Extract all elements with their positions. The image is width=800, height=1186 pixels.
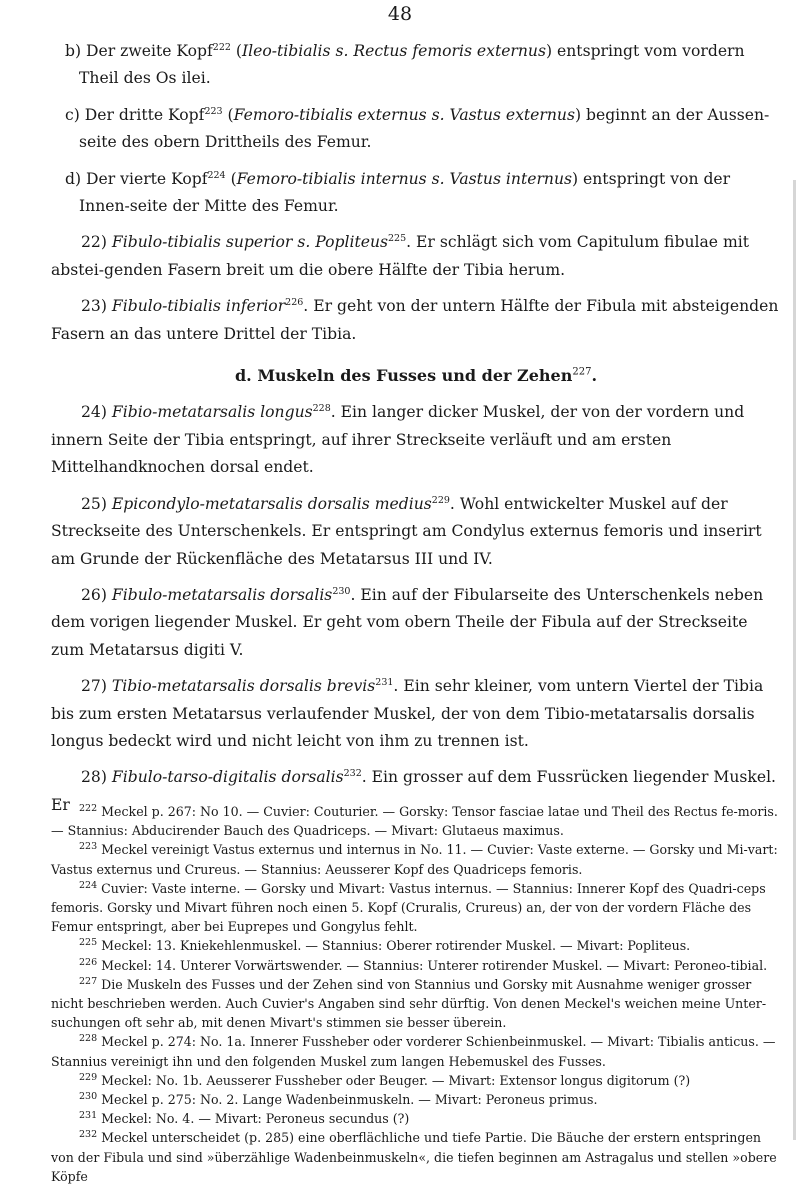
- footnote: $^{224}$ Cuvier: Vaste interne. — Gorsky und Mivart: Vastus internus. — Stannius: Innerer Kopf des Quadri-ceps femoris. Gorsky und Mivart führen noch einen 5. Kopf (Cruralis, Crureus) an, der von der vordern Fläche des Femur entspringt, aber bei Euprepes und Gongylus fehlt.: [51, 879, 766, 935]
- main-text: [51, 38, 781, 828]
- footnote: $^{228}$ Meckel p. 274: No. 1a. Innerer Fussheber oder vorderer Schienbeinmuskel. — Mivart: Tibialis anticus. — Stannius vereinigt ihn und den folgenden Muskel zum langen Hebemuskel des Fusses.: [51, 1033, 776, 1069]
- footnote: $^{230}$ Meckel p. 275: No. 2. Lange Wadenbeinmuskeln. — Mivart: Peroneus primus.: [79, 1090, 598, 1108]
- footnote: $^{226}$ Meckel: 14. Unterer Vorwärtswender. — Stannius: Unterer rotirender Muskel. — Mivart: Peroneo-tibial.: [79, 956, 768, 973]
- muscle-24: 24) Fibio-metatarsalis longus$^{228}$. Ein langer dicker Muskel, der von der vordern und innern Seite der Tibia entspringt, auf ihrer Streckseite verläuft und am ersten Mittelhandknochen dorsal endet.: [51, 403, 745, 477]
- footnote: $^{229}$ Meckel: No. 1b. Aeusserer Fussheber oder Beuger. — Mivart: Extensor longus digitorum (?): [79, 1071, 691, 1088]
- item-c: c) Der dritte Kopf$^{223}$ (Femoro-tibialis externus s. Vastus externus) beginnt an der Aussen-seite des obern Drittheils des Femur.: [65, 105, 770, 152]
- footnote: $^{232}$ Meckel unterscheidet (p. 285) eine oberflächliche und tiefe Partie. Die Bäuche der erstern entspringen von der Fibula und sind »überzählige Wadenbeinmuskeln«, die tiefen beginnen am Astragalus und stellen »obere Köpfe: [51, 1129, 777, 1184]
- muscle-27: 27) Tibio-metatarsalis dorsalis brevis$^{231}$. Ein sehr kleiner, vom untern Viertel der Tibia bis zum ersten Metatarsus verlaufender Muskel, der von dem Tibio-metatarsalis dorsalis longus bedeckt wird und nicht leicht von ihm zu trennen ist.: [51, 676, 764, 750]
- muscle-25: 25) Epicondylo-metatarsalis dorsalis medius$^{229}$. Wohl entwickelter Muskel auf der Streckseite des Unterschenkels. Er entspringt am Condylus externus femoris und inserirt am Grunde der Rückenfläche des Metatarsus III und IV.: [51, 494, 762, 568]
- footnote: $^{231}$ Meckel: No. 4. — Mivart: Peroneus secundus (?): [79, 1110, 410, 1127]
- footnotes: [51, 802, 781, 1186]
- muscle-23: 23) Fibulo-tibialis inferior$^{226}$. Er geht von der untern Hälfte der Fibula mit absteigenden Fasern an das untere Drittel der Tibia.: [51, 297, 779, 343]
- item-d: d) Der vierte Kopf$^{224}$ (Femoro-tibialis internus s. Vastus internus) entspringt von der Innen-seite der Mitte des Femur.: [65, 169, 731, 216]
- page-number: 48: [387, 3, 413, 25]
- page-edge-shadow: [793, 180, 796, 1140]
- footnote: $^{227}$ Die Muskeln des Fusses und der Zehen sind von Stannius und Gorsky mit Ausnahme weniger grosser nicht beschrieben werden. Auch Cuvier's Angaben sind sehr dürftig. Von denen Meckel's weichen meine Unter-suchungen oft sehr ab, mit denen Mivart's stimmen sie besser überein.: [51, 975, 767, 1031]
- section-heading: d. Muskeln des Fusses und der Zehen$^{227}$.: [234, 366, 598, 386]
- footnote: $^{223}$ Meckel vereinigt Vastus externus und internus in No. 11. — Cuvier: Vaste externe. — Gorsky und Mi-vart: Vastus externus und Crureus. — Stannius: Aeusserer Kopf des Quadriceps femoris.: [51, 841, 778, 877]
- muscle-22: 22) Fibulo-tibialis superior s. Popliteus$^{225}$. Er schlägt sich vom Capitulum fibulae mit abstei-genden Fasern breit um die obere Hälfte der Tibia herum.: [51, 233, 749, 279]
- footnote: $^{225}$ Meckel: 13. Kniekehlenmuskel. — Stannius: Oberer rotirender Muskel. — Mivart: Popliteus.: [79, 937, 691, 954]
- item-b: b) Der zweite Kopf$^{222}$ (Ileo-tibialis s. Rectus femoris externus) entspringt vom vordern Theil des Os ilei.: [65, 41, 745, 88]
- muscle-28: 28) Fibulo-tarso-digitalis dorsalis$^{232}$. Ein grosser auf dem Fussrücken liegender Muskel. Er: [51, 768, 777, 814]
- muscle-26: 26) Fibulo-metatarsalis dorsalis$^{230}$. Ein auf der Fibularseite des Unterschenkels neben dem vorigen liegender Muskel. Er geht vom obern Theile der Fibula auf der Streckseite zum Metatarsus digiti V.: [51, 585, 764, 659]
- footnote: $^{222}$ Meckel p. 267: No 10. — Cuvier: Couturier. — Gorsky: Tensor fasciae latae und Theil des Rectus fe-moris. — Stannius: Abducirender Bauch des Quadriceps. — Mivart: Glutaeus maximus.: [51, 802, 778, 839]
